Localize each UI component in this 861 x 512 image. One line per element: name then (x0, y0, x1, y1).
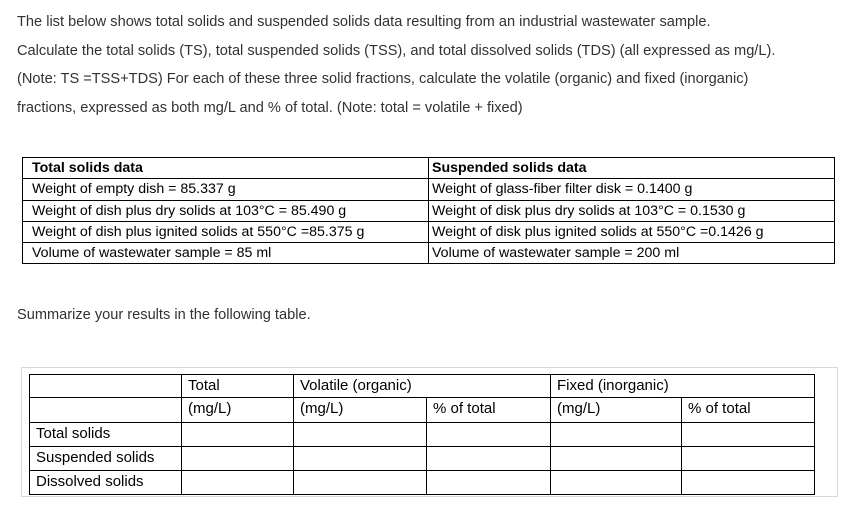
total-solids-ignited: Weight of dish plus ignited solids at 550°C =85.375 g (23, 221, 429, 242)
suspended-dry: Weight of disk plus dry solids at 103°C = 0.1530 g (429, 200, 835, 221)
fixed-header-spacer (682, 375, 815, 398)
empty-header-cell (30, 375, 182, 398)
table-row (30, 471, 815, 495)
answer-cell[interactable] (551, 471, 682, 495)
table-row (30, 423, 815, 447)
total-solids-dry: Weight of dish plus dry solids at 103°C = 85.490 g (23, 200, 429, 221)
results-header-row (30, 375, 815, 398)
volatile-header: Volatile (organic) (294, 375, 427, 398)
answer-cell[interactable] (182, 471, 294, 495)
intro-line-4: fractions, expressed as both mg/L and % of total. (Note: total = volatile + fixed) (17, 99, 523, 116)
solids-data-table (22, 157, 835, 264)
answer-cell[interactable] (182, 423, 294, 447)
fixed-header: Fixed (inorganic) (551, 375, 682, 398)
suspended-volume: Volume of wastewater sample = 200 ml (429, 243, 835, 264)
answer-cell[interactable] (294, 423, 427, 447)
total-solids-header: Total solids data (23, 158, 429, 179)
problem-statement (17, 8, 847, 122)
suspended-solids-header: Suspended solids data (429, 158, 835, 179)
table-row (23, 221, 835, 242)
table-row (30, 447, 815, 471)
answer-cell[interactable] (682, 423, 815, 447)
results-unit-row (30, 398, 815, 423)
table-row (23, 158, 835, 179)
summary-instruction: Summarize your results in the following table. (17, 307, 311, 323)
intro-line-1: The list below shows total solids and suspended solids data resulting from an industrial wastewater sample. (17, 14, 711, 30)
fixed-percent-header: % of total (682, 398, 815, 423)
answer-cell[interactable] (427, 471, 551, 495)
suspended-filter-disk: Weight of glass-fiber filter disk = 0.1400 g (429, 179, 835, 200)
answer-cell[interactable] (427, 423, 551, 447)
total-solids-empty-dish: Weight of empty dish = 85.337 g (23, 179, 429, 200)
answer-cell[interactable] (427, 447, 551, 471)
empty-unit-cell (30, 398, 182, 423)
row-label-suspended-solids: Suspended solids (30, 447, 182, 471)
answer-cell[interactable] (682, 471, 815, 495)
total-header: Total (182, 375, 294, 398)
fixed-unit: (mg/L) (551, 398, 682, 423)
answer-cell[interactable] (294, 471, 427, 495)
table-row (23, 200, 835, 221)
answer-cell[interactable] (551, 423, 682, 447)
total-solids-volume: Volume of wastewater sample = 85 ml (23, 243, 429, 264)
answer-cell[interactable] (294, 447, 427, 471)
intro-line-3: (Note: TS =TSS+TDS) For each of these three solid fractions, calculate the volatile (organic) and fixed (inorganic) (17, 71, 749, 88)
answer-cell[interactable] (682, 447, 815, 471)
volatile-unit: (mg/L) (294, 398, 427, 423)
table-row (23, 243, 835, 264)
table-row (23, 179, 835, 200)
row-label-total-solids: Total solids (30, 423, 182, 447)
answer-cell[interactable] (182, 447, 294, 471)
suspended-ignited: Weight of disk plus ignited solids at 550°C =0.1426 g (429, 221, 835, 242)
volatile-header-spacer (427, 375, 551, 398)
intro-line-2: Calculate the total solids (TS), total suspended solids (TSS), and total dissolved solids (TDS) (all expressed as mg/L). (17, 42, 776, 59)
row-label-dissolved-solids: Dissolved solids (30, 471, 182, 495)
total-unit: (mg/L) (182, 398, 294, 423)
results-table (29, 374, 815, 495)
volatile-percent-header: % of total (427, 398, 551, 423)
answer-cell[interactable] (551, 447, 682, 471)
